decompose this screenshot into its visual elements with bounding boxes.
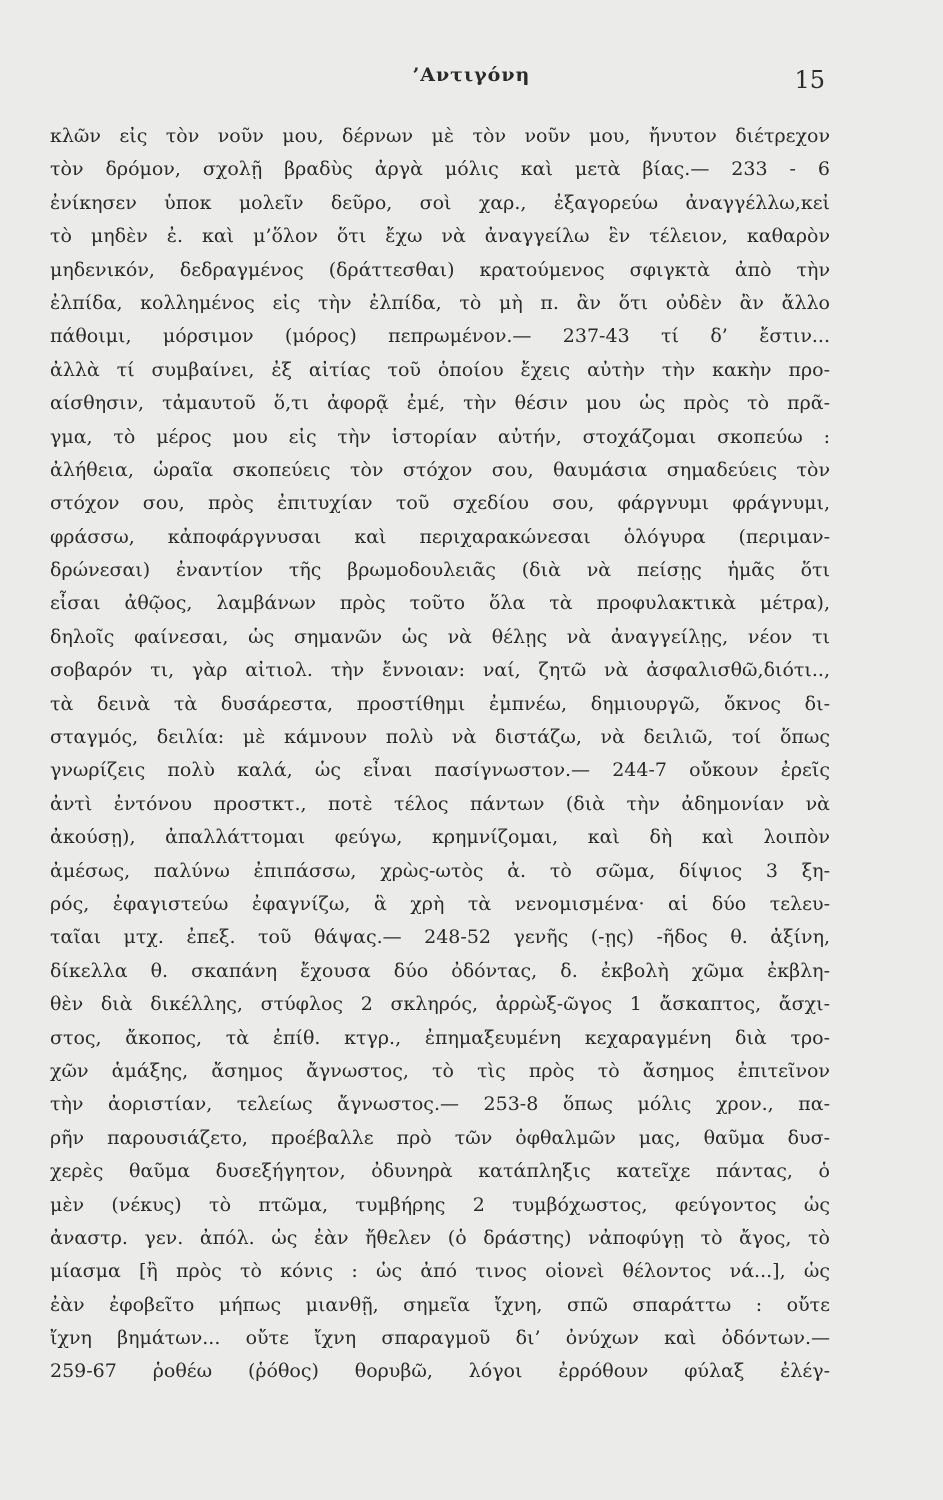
text-line: γνωρίζεις πολὺ καλά, ὡς εἶναι πασίγνωστον.— 244-7 οὔκουν ἐρεῖς bbox=[50, 759, 830, 782]
text-line: χῶν ἁμάξης, ἄσημος ἄγνωστος, τὸ τὶς πρὸς τὸ ἄσημος ἐπιτεῖνον bbox=[50, 1059, 830, 1082]
text-line: δρώνεσαι) ἐναντίον τῆς βρωμοδουλειᾶς (διὰ νὰ πείσῃς ἡμᾶς ὅτι bbox=[50, 559, 830, 582]
text-line: ἀκούσῃ), ἀπαλλάττομαι φεύγω, κρημνίζομαι, καὶ δὴ καὶ λοιπὸν bbox=[50, 826, 830, 849]
text-line: ἀμέσως, παλύνω ἐπιπάσσω, χρὼς-ωτὸς ἀ. τὸ σῶμα, δίψιος 3 ξη- bbox=[50, 859, 830, 882]
text-line: στόχον σου, πρὸς ἐπιτυχίαν τοῦ σχεδίου σου, φάργνυμι φράγνυμι, bbox=[50, 492, 830, 515]
text-line: τὸ μηδὲν ἐ. καὶ μ’ὅλον ὅτι ἔχω νὰ ἀναγγείλω ἓν τέλειον, καθαρὸν bbox=[50, 225, 830, 248]
text-line: πάθοιμι, μόρσιμον (μόρος) πεπρωμένον.— 237-43 τί δ’ ἔστιν... bbox=[50, 325, 830, 348]
text-line: ἀναστρ. γεν. ἀπόλ. ὡς ἐὰν ἤθελεν (ὁ δράστης) νἀποφύγῃ τὸ ἄγος, τὸ bbox=[50, 1226, 830, 1249]
text-line: τὰ δεινὰ τὰ δυσάρεστα, προστίθημι ἐμπνέω, δημιουργῶ, ὄκνος δι- bbox=[50, 692, 830, 715]
text-line: μίασμα [ἢ πρὸς τὸ κόνις : ὡς ἀπό τινος οἱονεὶ θέλοντος νά...], ὡς bbox=[50, 1260, 830, 1283]
text-line: ρός, ἐφαγιστεύω ἐφαγνίζω, ἃ χρὴ τὰ νενομισμένα· αἱ δύο τελευ- bbox=[50, 892, 830, 915]
page-number: 15 bbox=[794, 66, 825, 94]
text-line: δηλοῖς φαίνεσαι, ὡς σημανῶν ὡς νὰ θέλῃς νὰ ἀναγγείλῃς, νέον τι bbox=[50, 625, 830, 648]
text-line: φράσσω, κἀποφάργνυσαι καὶ περιχαρακώνεσαι ὁλόγυρα (περιμαν- bbox=[50, 525, 830, 548]
text-line: δίκελλα θ. σκαπάνη ἔχουσα δύο ὀδόντας, δ. ἐκβολὴ χῶμα ἐκβλη- bbox=[50, 959, 830, 982]
text-line: τὴν ἀοριστίαν, τελείως ἄγνωστος.— 253-8 ὅπως μόλις χρον., πα- bbox=[50, 1093, 830, 1116]
text-line: εἶσαι ἀθῷος, λαμβάνων πρὸς τοῦτο ὅλα τὰ προφυλακτικὰ μέτρα), bbox=[50, 592, 830, 615]
text-line: σοβαρόν τι, γὰρ αἰτιολ. τὴν ἔννοιαν: ναί, ζητῶ νὰ ἀσφαλισθῶ,διότι.., bbox=[50, 659, 830, 682]
text-line: ταῖαι μτχ. ἐπεξ. τοῦ θάψας.— 248-52 γενῆς (-ῃς) -ῆδος θ. ἀξίνη, bbox=[50, 926, 830, 949]
text-line: μηδενικόν, δεδραγμένος (δράττεσθαι) κρατούμενος σφιγκτὰ ἀπὸ τὴν bbox=[50, 258, 830, 281]
text-line: 259-67 ῥοθέω (ῥόθος) θορυβῶ, λόγοι ἐρρόθουν φύλαξ ἐλέγ- bbox=[50, 1360, 830, 1383]
text-line: ἀντὶ ἐντόνου προστκτ., ποτὲ τέλος πάντων (διὰ τὴν ἀδημονίαν νὰ bbox=[50, 792, 830, 815]
text-line: γμα, τὸ μέρος μου εἰς τὴν ἱστορίαν αὐτήν, στοχάζομαι σκοπεύω : bbox=[50, 425, 830, 448]
text-line: ἐνίκησεν ὑποκ μολεῖν δεῦρο, σοὶ χαρ., ἐξαγορεύω ἀναγγέλλω,κεἰ bbox=[50, 191, 830, 214]
text-line: χερὲς θαῦμα δυσεξήγητον, ὀδυνηρὰ κατάπληξις κατεῖχε πάντας, ὁ bbox=[50, 1160, 830, 1183]
text-line: ἐλπίδα, κολλημένος εἰς τὴν ἐλπίδα, τὸ μὴ π. ἂν ὅτι οὐδὲν ἂν ἄλλο bbox=[50, 291, 830, 314]
text-line: ἐὰν ἐφοβεῖτο μήπως μιανθῇ, σημεῖα ἴχνη, σπῶ σπαράττω : οὔτε bbox=[50, 1293, 830, 1316]
text-line: σταγμός, δειλία: μὲ κάμνουν πολὺ νὰ διστάζω, νὰ δειλιῶ, τοί ὅπως bbox=[50, 726, 830, 749]
text-line: μὲν (νέκυς) τὸ πτῶμα, τυμβήρης 2 τυμβόχωστος, φεύγοντος ὡς bbox=[50, 1193, 830, 1216]
text-line: ἀλλὰ τί συμβαίνει, ἐξ αἰτίας τοῦ ὁποίου ἔχεις αὐτὴν τὴν κακὴν προ- bbox=[50, 358, 830, 381]
running-title: ’Αντιγόνη bbox=[412, 64, 531, 86]
text-line: ἀλήθεια, ὡραῖα σκοπεύεις τὸν στόχον σου, θαυμάσια σημαδεύεις τὸν bbox=[50, 458, 830, 481]
text-line: ἴχνη βημάτων... οὔτε ἴχνη σπαραγμοῦ δι’ ὀνύχων καὶ ὀδόντων.— bbox=[50, 1327, 830, 1350]
text-line: στος, ἄκοπος, τὰ ἐπίθ. κτγρ., ἐπημαξευμένη κεχαραγμένη διὰ τρο- bbox=[50, 1026, 830, 1049]
text-line: κλῶν εἰς τὸν νοῦν μου, δέρνων μὲ τὸν νοῦν μου, ἤνυτον διέτρεχον bbox=[50, 125, 830, 147]
text-line: αίσθησιν, τἀμαυτοῦ ὅ,τι ἀφορᾷ ἐμέ, τὴν θέσιν μου ὡς πρὸς τὸ πρᾶ- bbox=[50, 392, 830, 415]
commentary-text bbox=[50, 120, 830, 1389]
text-line: θὲν διὰ δικέλλης, στύφλος 2 σκληρός, ἀρρὼξ-ῶγος 1 ἄσκαπτος, ἄσχι- bbox=[50, 993, 830, 1016]
text-line: τὸν δρόμον, σχολῇ βραδὺς ἀργὰ μόλις καὶ μετὰ βίας.— 233 - 6 bbox=[50, 158, 830, 181]
text-line: ρῆν παρουσιάζετο, προέβαλλε πρὸ τῶν ὀφθαλμῶν μας, θαῦμα δυσ- bbox=[50, 1126, 830, 1149]
